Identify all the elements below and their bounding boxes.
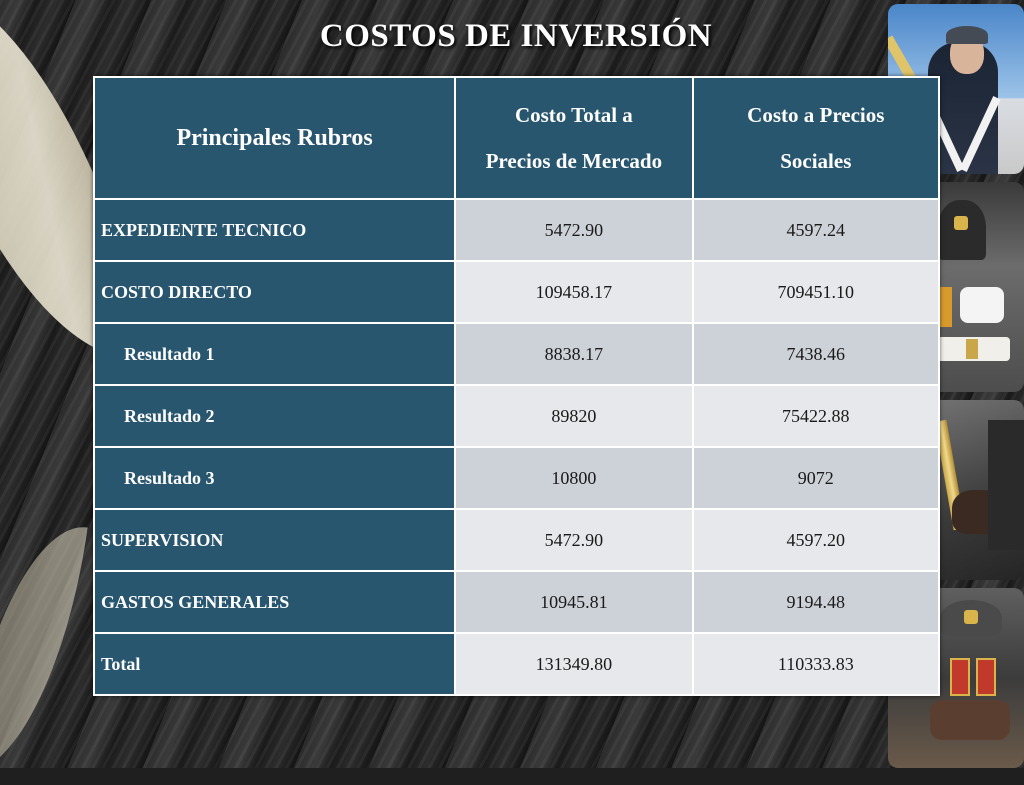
header-costo-sociales <box>693 77 939 199</box>
row-label: SUPERVISION <box>94 509 455 571</box>
cell-precio-social: 4597.20 <box>693 509 939 571</box>
cell-precio-mercado: 10945.81 <box>455 571 692 633</box>
row-label: GASTOS GENERALES <box>94 571 455 633</box>
row-label: Resultado 1 <box>94 323 455 385</box>
cell-precio-social: 709451.10 <box>693 261 939 323</box>
row-label: COSTO DIRECTO <box>94 261 455 323</box>
table-row <box>94 571 939 633</box>
cell-precio-mercado: 109458.17 <box>455 261 692 323</box>
table-row <box>94 447 939 509</box>
table-row-total <box>94 633 939 695</box>
cell-precio-social: 110333.83 <box>693 633 939 695</box>
row-label: Resultado 2 <box>94 385 455 447</box>
table-row <box>94 261 939 323</box>
table-row <box>94 323 939 385</box>
cell-precio-social: 4597.24 <box>693 199 939 261</box>
cell-precio-mercado: 5472.90 <box>455 509 692 571</box>
cell-precio-social: 9072 <box>693 447 939 509</box>
cell-precio-mercado: 131349.80 <box>455 633 692 695</box>
row-label: Resultado 3 <box>94 447 455 509</box>
header-costo-sociales-line1: Costo a Precios <box>747 103 885 127</box>
header-costo-mercado-line2: Precios de Mercado <box>485 149 663 173</box>
slide-title: COSTOS DE INVERSIÓN <box>319 18 713 54</box>
header-costo-mercado-line1: Costo Total a <box>514 103 633 127</box>
header-principales-rubros: Principales Rubros <box>94 77 455 199</box>
table-row <box>94 509 939 571</box>
investment-costs-table <box>93 76 940 696</box>
table-row <box>94 385 939 447</box>
cell-precio-social: 7438.46 <box>693 323 939 385</box>
cell-precio-social: 75422.88 <box>693 385 939 447</box>
table-header-row <box>94 77 939 199</box>
cell-precio-mercado: 5472.90 <box>455 199 692 261</box>
cell-precio-mercado: 8838.17 <box>455 323 692 385</box>
header-costo-sociales-line2: Sociales <box>780 149 852 173</box>
row-label: Total <box>94 633 455 695</box>
table-row <box>94 199 939 261</box>
header-costo-mercado <box>455 77 692 199</box>
cell-precio-mercado: 10800 <box>455 447 692 509</box>
row-label: EXPEDIENTE TECNICO <box>94 199 455 261</box>
cell-precio-social: 9194.48 <box>693 571 939 633</box>
cell-precio-mercado: 89820 <box>455 385 692 447</box>
